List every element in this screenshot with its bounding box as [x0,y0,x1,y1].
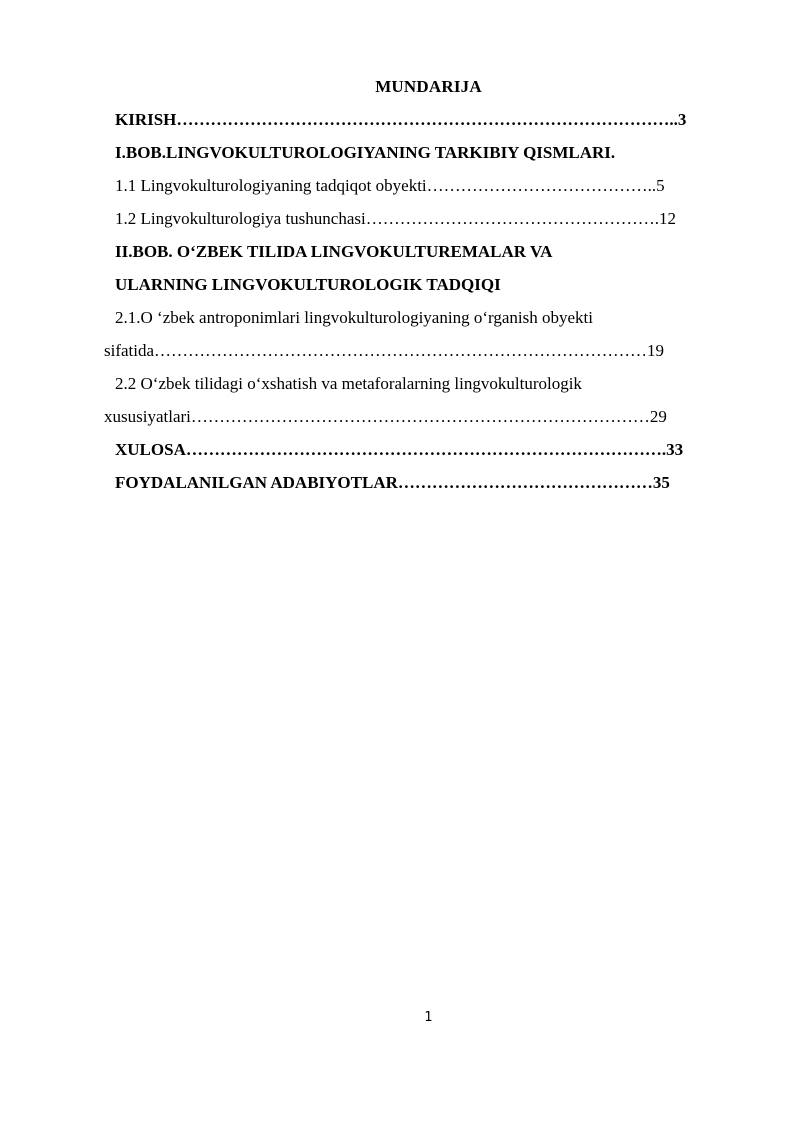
toc-chapter-2-title-line1: II.BOB. O‘ZBEK TILIDA LINGVOKULTUREMALAR VA [115,242,553,261]
document-title: MUNDARIJA [375,77,482,96]
toc-entry-adabiyotlar: FOYDALANILGAN ADABIYOTLAR………………………………………35 [115,473,670,492]
toc-chapter-2-title-line2: ULARNING LINGVOKULTUROLOGIK TADQIQI [115,275,501,294]
toc-chapter-1-title: I.BOB.LINGVOKULTUROLOGIYANING TARKIBIY QISMLARI. [115,143,616,162]
toc-entry-2-2-line2: xususiyatlari………………………………………………………………………29 [104,407,667,426]
toc-entry-1-1: 1.1 Lingvokulturologiyaning tadqiqot obyekti…………………………………..5 [115,176,665,195]
toc-entry-2-2-line1: 2.2 O‘zbek tilidagi o‘xshatish va metaforalarning lingvokulturologik [115,374,582,393]
toc-entry-xulosa: XULOSA………………………………………………………………………….33 [115,440,684,459]
toc-entry-1-2: 1.2 Lingvokulturologiya tushunchasi…………………………………………….12 [115,209,676,228]
page-number: 1 [424,1010,433,1025]
toc-entry-kirish: KIRISH……………………………………………………………………………..3 [115,110,687,129]
toc-entry-2-1-line1: 2.1.O ‘zbek antroponimlari lingvokulturologiyaning o‘rganish obyekti [115,308,593,327]
toc-entry-2-1-line2: sifatida……………………………………………………………………………19 [104,341,665,360]
